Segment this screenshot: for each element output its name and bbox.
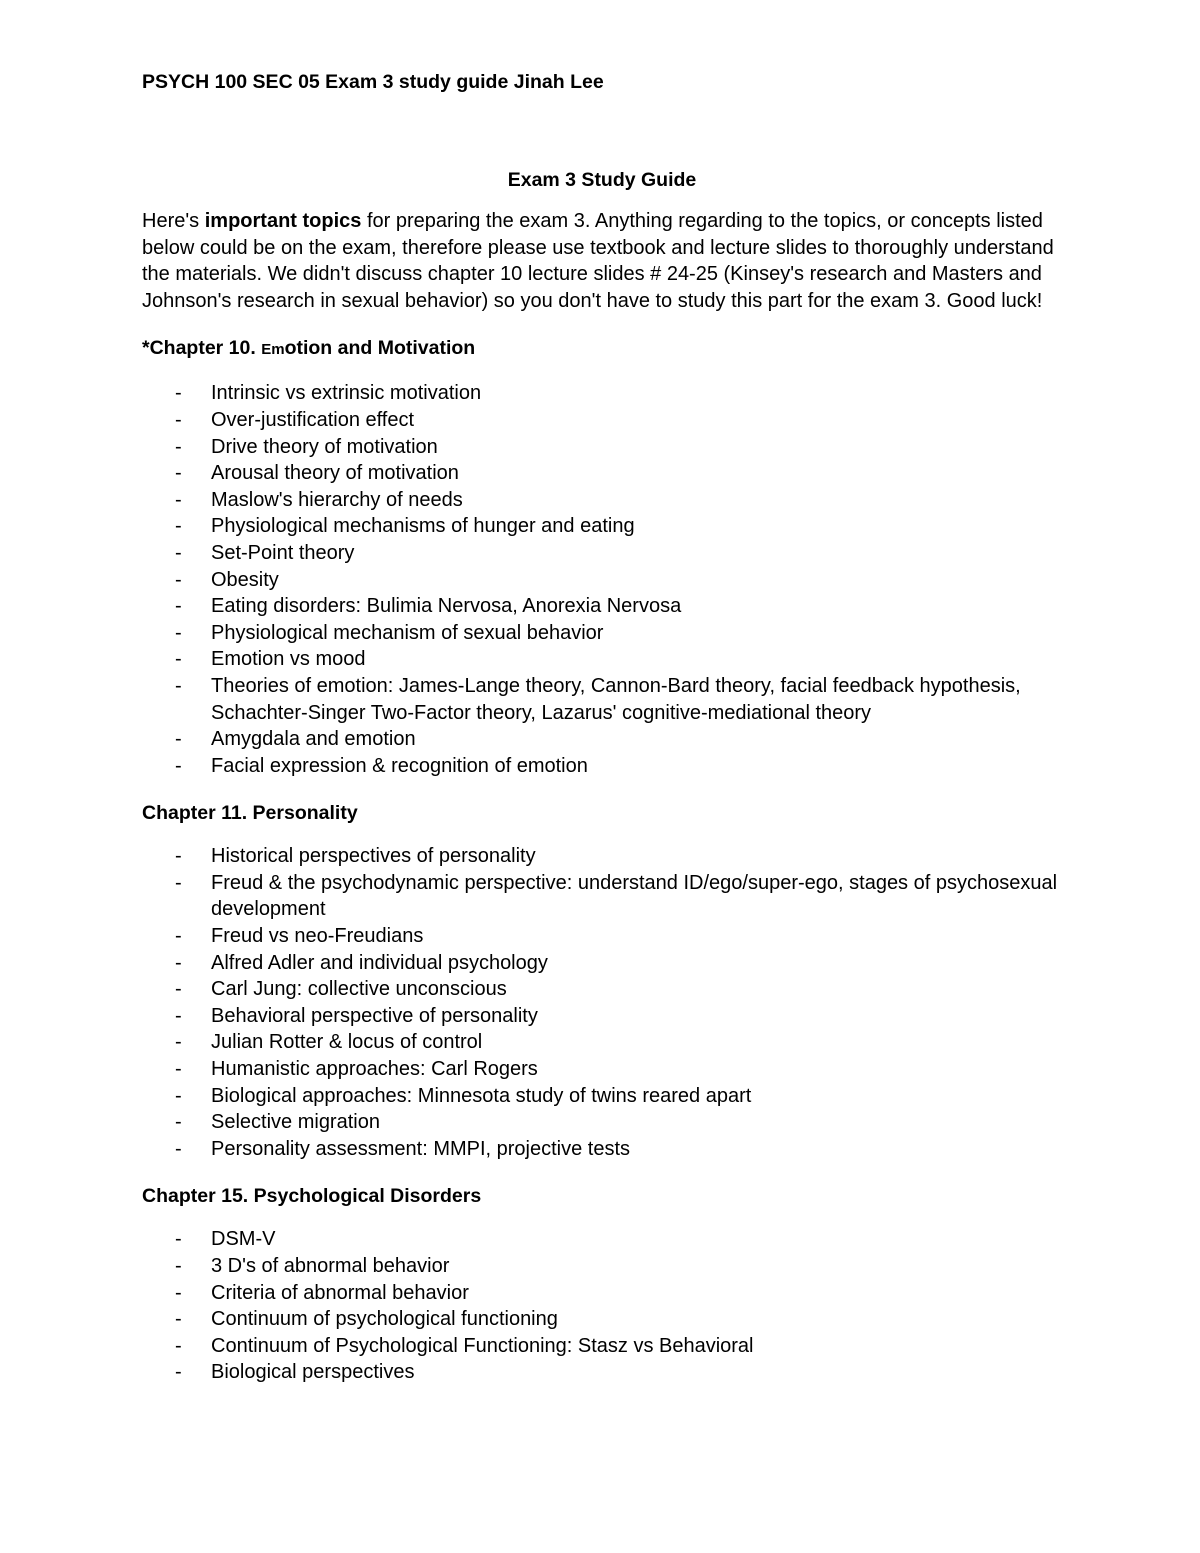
bullet-dash: - <box>175 1111 182 1134</box>
list-item <box>142 726 1062 753</box>
list-item <box>142 1226 1062 1253</box>
course-header: PSYCH 100 SEC 05 Exam 3 study guide Jinah Lee <box>142 71 604 93</box>
list-item <box>142 1056 1062 1083</box>
bullet-dash: - <box>175 728 182 751</box>
list-item-text: Personality assessment: MMPI, projective tests <box>211 1137 631 1160</box>
list-item <box>142 460 1062 487</box>
list-item-text: Arousal theory of motivation <box>211 462 459 485</box>
list-item <box>142 976 1062 1003</box>
document-page <box>142 70 1062 1386</box>
bullet-dash: - <box>175 754 182 777</box>
list-item <box>142 540 1062 567</box>
list-item-text: Emotion vs mood <box>211 648 366 671</box>
bullet-dash: - <box>175 382 182 405</box>
bullet-dash: - <box>175 408 182 431</box>
list-item-text: Alfred Adler and individual psychology <box>211 951 548 974</box>
list-item-text: Freud & the psychodynamic perspective: understand ID/ego/super-ego, stages of psychosexual development <box>211 871 1058 921</box>
list-item-text: Selective migration <box>211 1111 380 1134</box>
bullet-dash: - <box>175 674 182 697</box>
bullet-dash: - <box>175 515 182 538</box>
chapter-10-section <box>142 336 1062 779</box>
list-item <box>142 1136 1062 1163</box>
bullet-dash: - <box>175 621 182 644</box>
bullet-dash: - <box>175 1004 182 1027</box>
list-item <box>142 407 1062 434</box>
bullet-dash: - <box>175 1361 182 1384</box>
list-item <box>142 1306 1062 1333</box>
bullet-dash: - <box>175 1334 182 1357</box>
chapter-10-heading <box>142 336 1062 362</box>
chapter-10-topic-list <box>142 380 1062 779</box>
list-item-text: Drive theory of motivation <box>211 435 438 458</box>
list-item-text: Biological approaches: Minnesota study of twins reared apart <box>211 1084 752 1107</box>
bullet-dash: - <box>175 871 182 894</box>
list-item <box>142 1109 1062 1136</box>
chapter-15-heading: Chapter 15. Psychological Disorders <box>142 1185 482 1208</box>
bullet-dash: - <box>175 951 182 974</box>
bullet-dash: - <box>175 568 182 591</box>
list-item-text: Amygdala and emotion <box>211 728 416 751</box>
list-item <box>142 620 1062 647</box>
bullet-dash: - <box>175 648 182 671</box>
bullet-dash: - <box>175 541 182 564</box>
list-item <box>142 1333 1062 1360</box>
list-item-text: Maslow's hierarchy of needs <box>211 488 463 511</box>
list-item-text: Continuum of Psychological Functioning: Stasz vs Behavioral <box>211 1334 754 1357</box>
chapter-15-topic-list <box>142 1226 1062 1386</box>
bullet-dash: - <box>175 1255 182 1277</box>
list-item <box>142 870 1062 923</box>
list-item <box>142 434 1062 461</box>
bullet-dash: - <box>175 925 182 948</box>
chapter-10-heading-small: Em <box>261 341 285 359</box>
chapter-10-heading-prefix: *Chapter 10. <box>142 337 262 360</box>
intro-text-rest: for preparing the exam 3. Anything regarding to the topics, or concepts listed below could be on the exam, therefore please use textbook and lecture slides to thoroughly understand the materials. We didn't discuss chapter 10 lecture slides # 24-25 (Kinsey's research and Masters and Johnson's research in sexual behavior) so you don't have to study this part for the exam 3. Good luck! <box>142 210 1054 312</box>
list-item <box>142 950 1062 977</box>
bullet-dash: - <box>175 1228 182 1251</box>
list-item-text: Continuum of psychological functioning <box>211 1308 558 1331</box>
intro-text-start: Here's <box>142 210 205 232</box>
list-item-text: Historical perspectives of personality <box>211 845 536 868</box>
list-item-text: Set-Point theory <box>211 541 355 564</box>
list-item-text: Freud vs neo-Freudians <box>211 925 424 948</box>
bullet-dash: - <box>175 978 182 1001</box>
list-item-text: Theories of emotion: James-Lange theory, Cannon-Bard theory, facial feedback hypothesis, Schachter-Singer Two-Factor theory, Lazarus' cognitive-mediational theory <box>211 674 1021 724</box>
list-item <box>142 1083 1062 1110</box>
bullet-dash: - <box>175 488 182 511</box>
list-item <box>142 380 1062 407</box>
list-item <box>142 513 1062 540</box>
list-item-text: Intrinsic vs extrinsic motivation <box>211 382 482 405</box>
list-item-text: Eating disorders: Bulimia Nervosa, Anorexia Nervosa <box>211 595 682 618</box>
list-item <box>142 753 1062 780</box>
list-item-text: Carl Jung: collective unconscious <box>211 978 507 1001</box>
list-item-text: Julian Rotter & locus of control <box>211 1031 483 1054</box>
bullet-dash: - <box>175 595 182 618</box>
bullet-dash: - <box>175 1031 182 1054</box>
bullet-dash: - <box>175 1308 182 1331</box>
list-item <box>142 1253 1062 1280</box>
list-item-text: Humanistic approaches: Carl Rogers <box>211 1058 538 1081</box>
list-item-text: Facial expression & recognition of emotion <box>211 754 588 777</box>
list-item <box>142 1359 1062 1386</box>
list-item <box>142 923 1062 950</box>
chapter-11-section <box>142 801 1062 1162</box>
list-item <box>142 646 1062 673</box>
list-item-text: 3 D's of abnormal behavior <box>211 1255 450 1277</box>
chapter-15-section <box>142 1184 1062 1386</box>
bullet-dash: - <box>175 462 182 485</box>
bullet-dash: - <box>175 1281 182 1304</box>
chapter-11-topic-list <box>142 843 1062 1162</box>
list-item <box>142 1003 1062 1030</box>
list-item <box>142 673 1062 726</box>
list-item-text: Physiological mechanism of sexual behavior <box>211 621 604 644</box>
list-item-text: DSM-V <box>211 1228 276 1251</box>
list-item-text: Biological perspectives <box>211 1361 415 1384</box>
list-item-text: Physiological mechanisms of hunger and eating <box>211 515 635 538</box>
list-item <box>142 843 1062 870</box>
list-item <box>142 593 1062 620</box>
chapter-10-heading-rest: otion and Motivation <box>284 337 476 360</box>
bullet-dash: - <box>175 1137 182 1160</box>
list-item <box>142 567 1062 594</box>
bullet-dash: - <box>175 845 182 868</box>
intro-paragraph <box>142 208 1062 314</box>
chapter-11-heading: Chapter 11. Personality <box>142 802 358 825</box>
list-item-text: Over-justification effect <box>211 408 415 431</box>
list-item-text: Obesity <box>211 568 279 591</box>
list-item-text: Criteria of abnormal behavior <box>211 1281 469 1304</box>
list-item-text: Behavioral perspective of personality <box>211 1004 538 1027</box>
document-title: Exam 3 Study Guide <box>507 169 697 191</box>
list-item <box>142 487 1062 514</box>
bullet-dash: - <box>175 1058 182 1081</box>
intro-bold-text: important topics <box>204 210 362 232</box>
bullet-dash: - <box>175 435 182 458</box>
list-item <box>142 1280 1062 1307</box>
bullet-dash: - <box>175 1084 182 1107</box>
list-item <box>142 1029 1062 1056</box>
